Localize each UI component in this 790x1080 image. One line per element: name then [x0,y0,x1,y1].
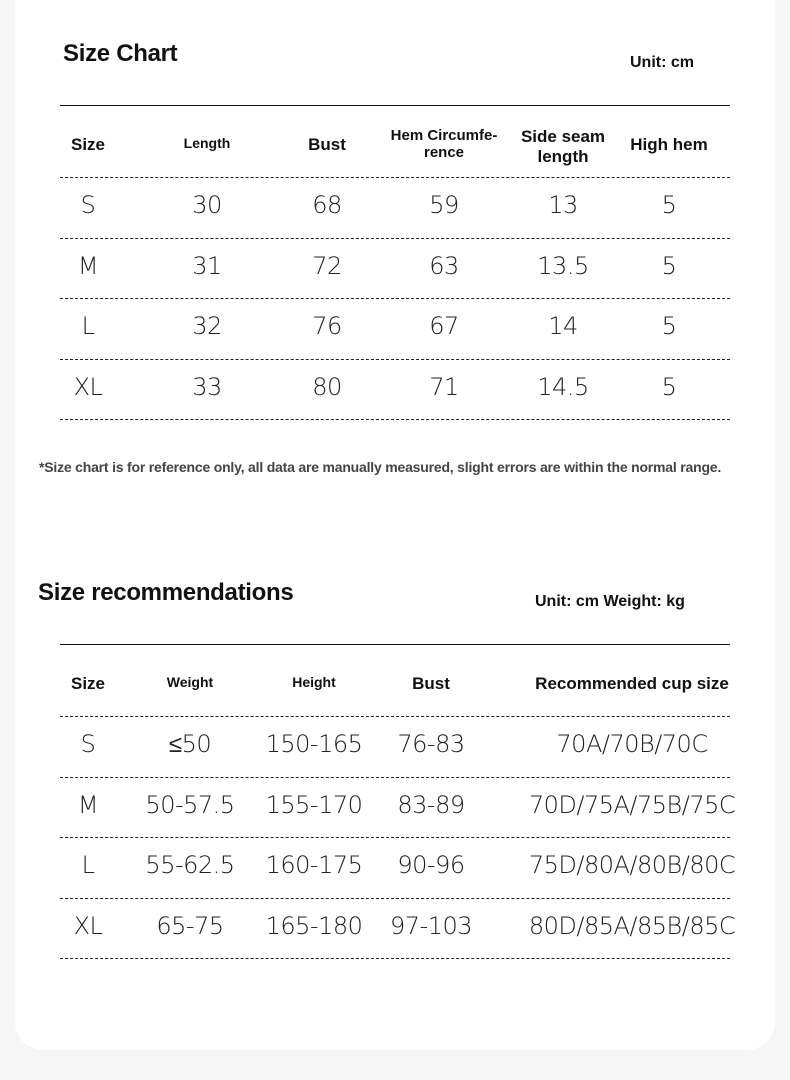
table-cell: 160-175 [265,851,363,879]
size-cell: S [80,191,96,219]
table-cell: 5 [661,251,677,280]
size-cell: L [81,851,95,879]
header-divider [60,177,730,178]
size-cell: M [77,251,99,280]
size-chart-title: Size Chart [63,40,178,67]
size-cell: XL [73,911,103,940]
row-divider [60,238,730,239]
table-cell: 50-57.5 [145,790,235,819]
column-header: Size [70,135,106,154]
table-cell: 5 [661,372,677,401]
column-header: Recommended cup size [535,674,729,693]
header-divider [60,716,730,717]
table-cell: 13 [548,191,578,219]
table-cell: 150-165 [265,730,363,758]
table-cell: 80D/85A/85B/85C [528,911,736,940]
row-divider [60,298,730,299]
table-cell: 14.5 [537,372,589,401]
size-cell: XL [73,372,103,401]
table-cell: 65-75 [156,911,224,940]
table-cell: 90-96 [397,851,465,879]
table-cell: 13.5 [537,251,589,280]
size-chart-note: *Size chart is for reference only, all data are manually measured, slight errors are within the normal range. [39,459,722,475]
table-cell: 30 [192,191,222,219]
size-recommendations-unit: Unit: cm Weight: kg [535,593,685,610]
row-divider [60,958,730,959]
size-cell: S [80,730,96,758]
table-cell: 31 [192,251,222,280]
table-cell: 33 [192,372,222,401]
column-header: Size [70,674,106,693]
column-header: Height [292,674,336,690]
table-cell: 83-89 [397,790,465,819]
row-divider [60,898,730,899]
size-recommendations-top-rule [60,644,730,645]
size-recommendations-title: Size recommendations [38,579,294,606]
column-header: Side seam length [520,127,606,166]
row-divider [60,837,730,838]
table-cell: 75D/80A/80B/80C [528,851,736,879]
table-cell: 55-62.5 [145,851,235,879]
row-divider [60,777,730,778]
column-header: Length [183,135,231,151]
table-cell: 165-180 [265,911,363,940]
table-cell: 80 [312,372,342,401]
table-cell: 59 [429,191,459,219]
column-header: Weight [166,674,214,690]
table-cell: 76 [312,312,342,340]
table-cell: 155-170 [265,790,363,819]
column-header: Hem Circumfe- rence [390,127,498,162]
column-header: Bust [308,135,346,154]
table-cell: 63 [429,251,459,280]
table-cell: 67 [429,312,459,340]
size-chart-unit: Unit: cm [630,54,694,71]
table-cell: 14 [548,312,578,340]
table-cell: 5 [661,191,677,219]
table-cell: 70D/75A/75B/75C [528,790,736,819]
table-cell: 5 [661,312,677,340]
table-cell: 32 [192,312,222,340]
size-cell: M [77,790,99,819]
size-cell: L [81,312,95,340]
table-cell: 68 [312,191,342,219]
row-divider [60,419,730,420]
column-header: Bust [412,674,450,693]
table-cell: 72 [312,251,342,280]
table-cell: ≤50 [168,730,212,758]
column-header: High hem [630,135,708,154]
table-cell: 76-83 [397,730,465,758]
size-chart-top-rule [60,105,730,106]
table-cell: 70A/70B/70C [556,730,708,758]
row-divider [60,359,730,360]
table-cell: 97-103 [389,911,473,940]
table-cell: 71 [429,372,459,401]
